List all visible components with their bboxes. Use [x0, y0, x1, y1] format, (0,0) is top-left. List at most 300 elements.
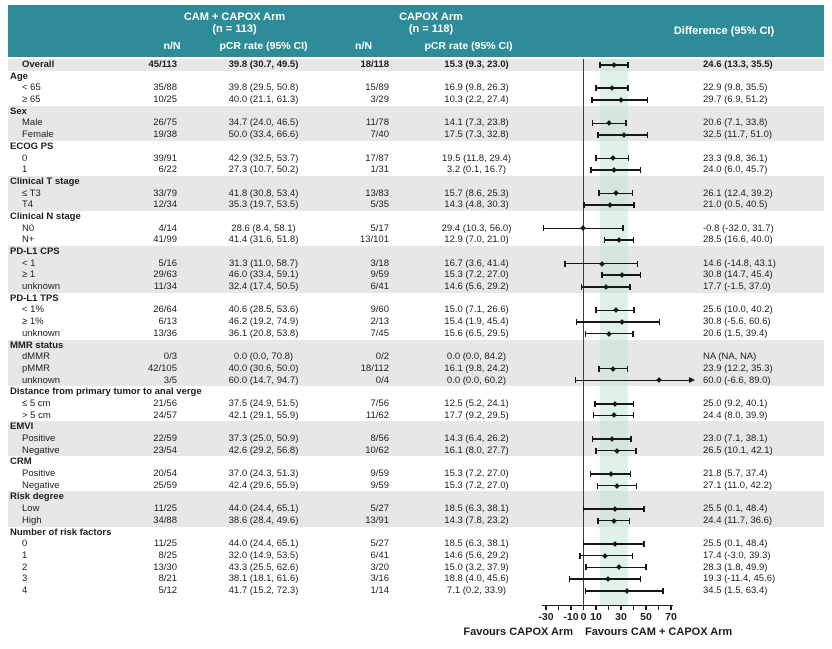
subgroup-label-cell: ≥ 65	[22, 94, 41, 106]
ci-lower-cap	[597, 518, 599, 524]
subgroup-label-cell: Negative	[22, 479, 60, 491]
subgroup-row	[8, 59, 824, 71]
cam-nn-cell: 34/88	[153, 514, 177, 526]
subgroup-label-cell: 1	[22, 549, 28, 561]
cam-nn-cell: 12/34	[153, 199, 177, 211]
cam-nn-cell: 11/25	[153, 538, 177, 550]
subgroup-section	[8, 71, 824, 106]
group-header-row	[8, 106, 824, 118]
plot-cell	[536, 538, 701, 550]
subgroup-section	[8, 106, 824, 141]
ci-point	[599, 261, 605, 267]
group-label: PD-L1 CPS	[10, 246, 60, 257]
group-label: Clinical T stage	[10, 175, 80, 187]
arm2-name: CAPOX Arm	[399, 11, 463, 23]
difference-cell: 14.6 (-14.8, 43.1)	[703, 257, 776, 269]
capox-nn-cell: 0/4	[375, 374, 389, 386]
plot-cell	[536, 363, 701, 375]
difference-cell: 28.3 (1.8, 49.9)	[703, 561, 768, 573]
group-label: CRM	[10, 456, 32, 468]
ci-point	[603, 284, 609, 290]
capox-pcr-cell: 17.5 (7.3, 32.8)	[444, 129, 509, 141]
difference-cell: 29.7 (6.9, 51.2)	[703, 94, 768, 106]
axis-tick	[545, 605, 547, 611]
cam-pcr-cell: 44.0 (24.4, 65.1)	[228, 538, 299, 550]
group-label: EMVI	[10, 421, 34, 433]
ci-lower-cap	[595, 307, 597, 313]
capox-nn-cell: 5/27	[370, 538, 389, 550]
capox-nn-cell: 6/41	[370, 281, 389, 293]
subgroup-row	[8, 562, 824, 574]
ci-lower-cap	[590, 471, 592, 477]
ci-lower-cap	[595, 155, 597, 161]
ci-point	[613, 506, 619, 512]
axis-tick	[670, 605, 672, 611]
plot-cell	[536, 375, 701, 387]
subgroup-label-cell: ≤ 5 cm	[22, 397, 51, 409]
ci-point	[656, 378, 662, 384]
plot-cell	[536, 433, 701, 445]
capox-pcr-cell: 15.3 (7.2, 27.0)	[444, 269, 509, 281]
ci-point	[624, 588, 630, 594]
capox-nn-cell: 13/83	[365, 187, 389, 199]
ci-lower-cap	[604, 237, 606, 243]
plot-cell	[536, 258, 701, 270]
axis-tick-label: 50	[640, 610, 652, 623]
subgroup-row	[8, 199, 824, 211]
group-label: Distance from primary tumor to anal verge	[10, 386, 202, 398]
group-label: Sex	[10, 105, 27, 117]
capox-pcr-cell: 14.6 (5.6, 29.2)	[444, 281, 509, 293]
ci-point	[606, 120, 612, 126]
ci-lower-cap	[581, 284, 583, 290]
subgroup-label-cell: unknown	[22, 327, 61, 339]
subgroup-row	[8, 503, 824, 515]
group-header-row	[8, 421, 824, 433]
cam-nn-cell: 13/36	[153, 327, 177, 339]
plot-cell	[536, 585, 701, 597]
plot-cell	[536, 269, 701, 281]
ci-upper-cap	[625, 120, 627, 126]
capox-nn-cell: 3/16	[370, 573, 389, 585]
ci-upper-cap	[640, 272, 642, 278]
subgroup-row	[8, 585, 824, 597]
ci-point	[614, 448, 620, 454]
ci-lower-cap	[583, 541, 585, 547]
ci-lower-cap	[583, 506, 585, 512]
subgroup-label-cell: unknown	[22, 281, 61, 293]
ci-point	[611, 62, 617, 68]
group-header-row	[8, 71, 824, 83]
ci-lower-cap	[598, 366, 600, 372]
cam-nn-cell: 41/99	[153, 234, 177, 246]
group-header-row	[8, 491, 824, 503]
ci-lower-cap	[585, 331, 587, 337]
cam-nn-cell: 22/59	[153, 433, 177, 444]
subgroup-row	[8, 281, 824, 293]
subgroup-label-cell: Negative	[22, 444, 60, 456]
cam-pcr-cell: 31.3 (11.0, 58.7)	[228, 257, 298, 269]
ci-point	[618, 97, 624, 103]
cam-pcr-cell: 32.4 (17.4, 50.5)	[228, 281, 299, 293]
subgroup-section	[8, 176, 824, 211]
capox-nn-cell: 18/112	[360, 362, 389, 374]
ci-lower-cap	[564, 261, 566, 267]
plot-cell	[536, 281, 701, 293]
difference-cell: 24.4 (11.7, 36.6)	[703, 514, 773, 526]
capox-nn-cell: 9/59	[370, 269, 389, 281]
subgroup-label-cell: 1	[22, 164, 28, 176]
difference-cell: 20.6 (7.1, 33.8)	[703, 117, 768, 129]
cam-nn-cell: 33/79	[153, 187, 177, 199]
cam-pcr-cell: 37.5 (24.9, 51.5)	[228, 397, 299, 409]
plot-cell	[536, 199, 701, 211]
cam-pcr-cell: 41.4 (31.6, 51.8)	[228, 234, 299, 246]
ci-point	[612, 401, 618, 407]
difference-cell: 30.8 (14.7, 45.4)	[703, 269, 773, 281]
cam-pcr-cell: 46.0 (33.4, 59.1)	[228, 269, 299, 281]
subgroup-row	[8, 269, 824, 281]
cam-pcr-cell: 42.4 (29.6, 55.9)	[228, 479, 299, 491]
subgroup-section	[8, 527, 824, 597]
plot-cell	[536, 153, 701, 165]
ci-point	[616, 237, 622, 243]
subgroup-row	[8, 468, 824, 480]
capox-nn-cell: 8/56	[370, 433, 389, 444]
ci-upper-cap	[640, 576, 642, 582]
subgroup-section	[8, 491, 824, 526]
cam-pcr-cell: 28.6 (8.4, 58.1)	[231, 222, 296, 234]
subgroup-row	[8, 538, 824, 550]
cam-pcr-cell: 46.2 (19.2, 74.9)	[228, 316, 299, 328]
subgroup-label-cell: < 65	[22, 82, 41, 94]
axis-tick-label: -30	[538, 610, 554, 623]
plot-cell	[536, 503, 701, 515]
ci-point	[616, 565, 622, 571]
ci-lower-cap	[590, 167, 592, 173]
subgroup-row	[8, 573, 824, 585]
subgroup-label-cell: < 1	[22, 257, 36, 269]
subgroup-row	[8, 164, 824, 176]
cam-pcr-cell: 37.3 (25.0, 50.9)	[228, 433, 299, 444]
subgroup-row	[8, 398, 824, 410]
group-label: MMR status	[10, 339, 64, 351]
cam-nn-cell: 5/16	[158, 257, 177, 269]
plot-cell	[536, 562, 701, 574]
subgroup-row	[8, 129, 824, 141]
capox-pcr-cell: 16.1 (8.0, 27.7)	[444, 444, 509, 456]
capox-pcr-cell: 15.3 (7.2, 27.0)	[444, 468, 509, 480]
subgroup-label-cell: Male	[22, 117, 43, 129]
plot-cell	[536, 445, 701, 457]
ci-upper-cap	[647, 132, 649, 138]
axis-tick	[608, 605, 610, 611]
subgroup-label-cell: ≤ T3	[22, 187, 41, 199]
cam-pcr-cell: 41.8 (30.8, 53.4)	[228, 187, 299, 199]
difference-cell: 28.5 (16.6, 40.0)	[703, 234, 773, 246]
subgroup-label-cell: ≥ 1	[22, 269, 36, 281]
ci-point	[611, 366, 617, 372]
subgroup-row	[8, 223, 824, 235]
ci-lower-cap	[576, 319, 578, 325]
cam-nn-cell: 13/30	[153, 561, 177, 573]
axis-tick	[595, 605, 597, 611]
cam-pcr-cell: 43.3 (25.5, 62.6)	[228, 561, 299, 573]
capox-nn-cell: 6/41	[370, 549, 389, 561]
subgroup-section	[8, 59, 824, 71]
plot-cell	[536, 410, 701, 422]
subgroup-label-cell: 3	[22, 573, 28, 585]
cam-pcr-cell: 40.6 (28.5, 53.6)	[228, 304, 299, 316]
subgroup-label-cell: 2	[22, 561, 28, 573]
subgroup-label-cell: 0	[22, 538, 28, 550]
difference-cell: 32.5 (11.7, 51.0)	[703, 129, 773, 141]
subgroup-section	[8, 386, 824, 421]
capox-pcr-cell: 10.3 (2.2, 27.4)	[444, 94, 509, 106]
plot-cell	[536, 351, 701, 363]
subgroup-label-cell: 4	[22, 584, 28, 596]
capox-nn-cell: 11/78	[365, 117, 389, 129]
cam-nn-cell: 8/25	[158, 549, 177, 561]
plot-cell	[536, 188, 701, 200]
subgroup-label-cell: Female	[22, 129, 54, 141]
plot-cell	[536, 129, 701, 141]
difference-cell: 19.3 (-11.4, 45.6)	[703, 573, 776, 585]
arm1-name: CAM + CAPOX Arm	[183, 11, 286, 23]
ci-point	[615, 483, 621, 489]
difference-cell: 24.0 (6.0, 45.7)	[703, 164, 768, 176]
cam-pcr-cell: 40.0 (21.1, 61.3)	[228, 94, 299, 106]
ci-point	[613, 191, 619, 197]
cam-nn-cell: 8/21	[158, 573, 177, 585]
cam-pcr-cell: 38.1 (18.1, 61.6)	[228, 573, 299, 585]
ci-point	[580, 226, 586, 232]
subgroup-row	[8, 328, 824, 340]
capox-nn-cell: 17/87	[365, 152, 389, 164]
axis-tick	[558, 605, 560, 611]
subgroup-label-cell: Positive	[22, 468, 56, 480]
cam-pcr-cell: 32.0 (14.9, 53.5)	[228, 549, 299, 561]
subgroup-section	[8, 456, 824, 491]
subgroup-row	[8, 153, 824, 165]
difference-cell: 23.3 (9.8, 36.1)	[703, 152, 768, 164]
group-header-row	[8, 386, 824, 398]
group-label: Number of risk factors	[10, 526, 112, 538]
ci-point	[609, 436, 615, 442]
ci-point	[610, 156, 616, 162]
cam-nn-cell: 42/105	[147, 362, 177, 374]
cam-nn-header: n/N	[163, 40, 181, 52]
capox-nn-header: n/N	[355, 40, 372, 52]
difference-cell: 25.5 (0.1, 48.4)	[703, 503, 768, 515]
cam-pcr-cell: 39.8 (30.7, 49.5)	[228, 59, 299, 70]
cam-nn-cell: 26/64	[153, 304, 177, 316]
plot-cell	[536, 304, 701, 316]
cam-nn-cell: 35/88	[153, 82, 177, 94]
cam-nn-cell: 45/113	[148, 59, 177, 70]
subgroup-label-cell: High	[22, 514, 42, 526]
group-header-row	[8, 246, 824, 258]
cam-pcr-cell: 42.1 (29.1, 55.9)	[228, 409, 299, 421]
capox-nn-cell: 3/20	[370, 561, 389, 573]
capox-nn-cell: 7/45	[370, 327, 389, 339]
plot-cell	[536, 316, 701, 328]
ci-upper-cap	[640, 167, 642, 173]
capox-pcr-cell: 14.1 (7.3, 23.8)	[444, 117, 509, 129]
plot-cell	[536, 94, 701, 106]
capox-pcr-cell: 14.3 (7.8, 23.2)	[444, 514, 509, 526]
difference-cell: 25.0 (9.2, 40.1)	[703, 397, 768, 409]
cam-pcr-cell: 36.1 (20.8, 53.8)	[228, 327, 299, 339]
ci-lower-cap	[543, 225, 545, 231]
ci-lower-cap	[597, 132, 599, 138]
difference-cell: 21.0 (0.5, 40.5)	[703, 199, 768, 211]
capox-pcr-cell: 7.1 (0.2, 33.9)	[446, 584, 507, 596]
ci-upper-cap	[628, 155, 630, 161]
ci-lower-cap	[597, 483, 599, 489]
ci-upper-cap	[633, 401, 635, 407]
cam-nn-cell: 11/34	[153, 281, 177, 293]
group-header-row	[8, 176, 824, 188]
ci-lower-cap	[579, 553, 581, 559]
subgroup-row	[8, 258, 824, 270]
group-header-row	[8, 456, 824, 468]
ci-lower-cap	[592, 436, 594, 442]
subgroup-label-cell: Overall	[22, 59, 55, 70]
subgroup-label-cell: N0	[22, 222, 35, 234]
axis-tick-label: 0	[580, 610, 587, 623]
ci-point	[607, 202, 613, 208]
subgroup-label-cell: N+	[22, 234, 35, 246]
ci-upper-cap	[636, 483, 638, 489]
plot-cell	[536, 82, 701, 94]
difference-cell: 25.5 (0.1, 48.4)	[703, 538, 768, 550]
ci-upper-cap	[643, 506, 645, 512]
ci-lower-cap	[598, 190, 600, 196]
ci-upper-cap	[635, 448, 637, 454]
subgroup-label-cell: unknown	[22, 374, 61, 386]
arm1-n: (n = 113)	[212, 23, 257, 35]
subgroup-row	[8, 188, 824, 200]
difference-cell: 34.5 (1.5, 63.4)	[703, 584, 768, 596]
capox-pcr-cell: 3.2 (0.1, 16.7)	[446, 164, 507, 176]
cam-pcr-cell: 42.9 (32.5, 53.7)	[228, 152, 299, 164]
capox-nn-cell: 5/17	[370, 222, 389, 234]
capox-pcr-cell: 15.7 (8.6, 25.3)	[444, 187, 509, 199]
ci-upper-cap	[662, 588, 664, 594]
capox-nn-cell: 9/60	[370, 304, 389, 316]
cam-pcr-cell: 37.0 (24.3, 51.3)	[228, 468, 299, 480]
subgroup-row	[8, 82, 824, 94]
capox-nn-cell: 7/40	[370, 129, 389, 141]
ci-point	[606, 331, 612, 337]
plot-cell	[536, 117, 701, 129]
subgroup-row	[8, 515, 824, 527]
ci-lower-cap	[593, 412, 595, 418]
capox-nn-cell: 5/27	[370, 503, 389, 515]
x-axis	[8, 597, 824, 643]
capox-nn-cell: 18/118	[360, 59, 389, 70]
capox-pcr-cell: 15.0 (3.2, 37.9)	[444, 561, 509, 573]
plot-cell	[536, 328, 701, 340]
cam-pcr-header: pCR rate (95% CI)	[219, 40, 308, 52]
axis-tick	[645, 605, 647, 611]
subgroup-label-cell: Positive	[22, 433, 56, 444]
capox-pcr-cell: 14.6 (5.6, 29.2)	[444, 549, 509, 561]
capox-nn-cell: 9/59	[370, 468, 389, 480]
cam-pcr-cell: 40.0 (30.6, 50.0)	[228, 362, 299, 374]
capox-nn-cell: 1/31	[370, 164, 389, 176]
axis-tick	[570, 605, 572, 611]
difference-cell: 21.8 (5.7, 37.4)	[703, 468, 768, 480]
subgroup-label-cell: T4	[22, 199, 34, 211]
cam-pcr-cell: 27.3 (10.7, 50.2)	[228, 164, 299, 176]
subgroup-label-cell: 0	[22, 152, 28, 164]
cam-pcr-cell: 35.3 (19.7, 53.5)	[228, 199, 299, 211]
ci-lower-cap	[569, 576, 571, 582]
subgroup-section	[8, 211, 824, 246]
subgroup-row	[8, 433, 824, 445]
axis-tick	[658, 605, 660, 611]
axis-tick-label: -10	[563, 610, 579, 623]
difference-cell: 25.6 (10.0, 40.2)	[703, 304, 773, 316]
cam-nn-cell: 10/25	[153, 94, 177, 106]
subgroup-row	[8, 550, 824, 562]
plot-cell	[536, 550, 701, 562]
cam-nn-cell: 26/75	[153, 117, 177, 129]
ci-lower-cap	[591, 97, 593, 103]
axis-tick-label: 10	[590, 610, 602, 623]
cam-pcr-cell: 41.7 (15.2, 72.3)	[228, 584, 299, 596]
ci-lower-cap	[585, 588, 587, 594]
group-label: Clinical N stage	[10, 210, 81, 222]
difference-cell: 17.4 (-3.0, 39.3)	[703, 549, 771, 561]
capox-pcr-cell: 15.3 (9.3, 23.0)	[444, 59, 509, 70]
capox-pcr-cell: 18.5 (6.3, 38.1)	[444, 538, 509, 550]
difference-cell: 20.6 (1.5, 39.4)	[703, 327, 768, 339]
capox-pcr-cell: 14.3 (4.8, 30.3)	[444, 199, 509, 211]
cam-nn-cell: 24/57	[153, 409, 177, 421]
forest-table-body	[8, 59, 824, 597]
ci-lower-cap	[595, 448, 597, 454]
plot-cell	[536, 164, 701, 176]
ci-point	[613, 541, 619, 547]
capox-pcr-header: pCR rate (95% CI)	[424, 40, 513, 52]
group-header-row	[8, 293, 824, 305]
subgroup-row	[8, 375, 824, 387]
subgroup-label-cell: > 5 cm	[22, 409, 51, 421]
plot-cell	[536, 480, 701, 492]
ci-upper-cap	[627, 62, 629, 68]
ci-point	[611, 518, 617, 524]
cam-nn-cell: 6/13	[158, 316, 177, 328]
cam-pcr-cell: 34.7 (24.0, 46.5)	[228, 117, 299, 129]
ci-upper-cap	[622, 225, 624, 231]
difference-cell: 22.9 (9.8, 35.5)	[703, 82, 768, 94]
cam-nn-cell: 0/3	[163, 351, 177, 363]
capox-nn-cell: 0/2	[375, 351, 389, 363]
ci-upper-cap	[633, 202, 635, 208]
cam-pcr-cell: 42.6 (29.2, 56.8)	[228, 444, 299, 456]
ci-point	[611, 413, 617, 419]
plot-cell	[536, 223, 701, 235]
difference-cell: 17.7 (-1.5, 37.0)	[703, 281, 771, 293]
ci-upper-cap	[632, 553, 634, 559]
capox-nn-cell: 7/56	[370, 397, 389, 409]
cam-pcr-cell: 39.8 (29.5, 50.8)	[228, 82, 299, 94]
cam-nn-cell: 11/25	[153, 503, 177, 515]
cam-pcr-cell: 44.0 (24.4, 65.1)	[228, 503, 299, 515]
